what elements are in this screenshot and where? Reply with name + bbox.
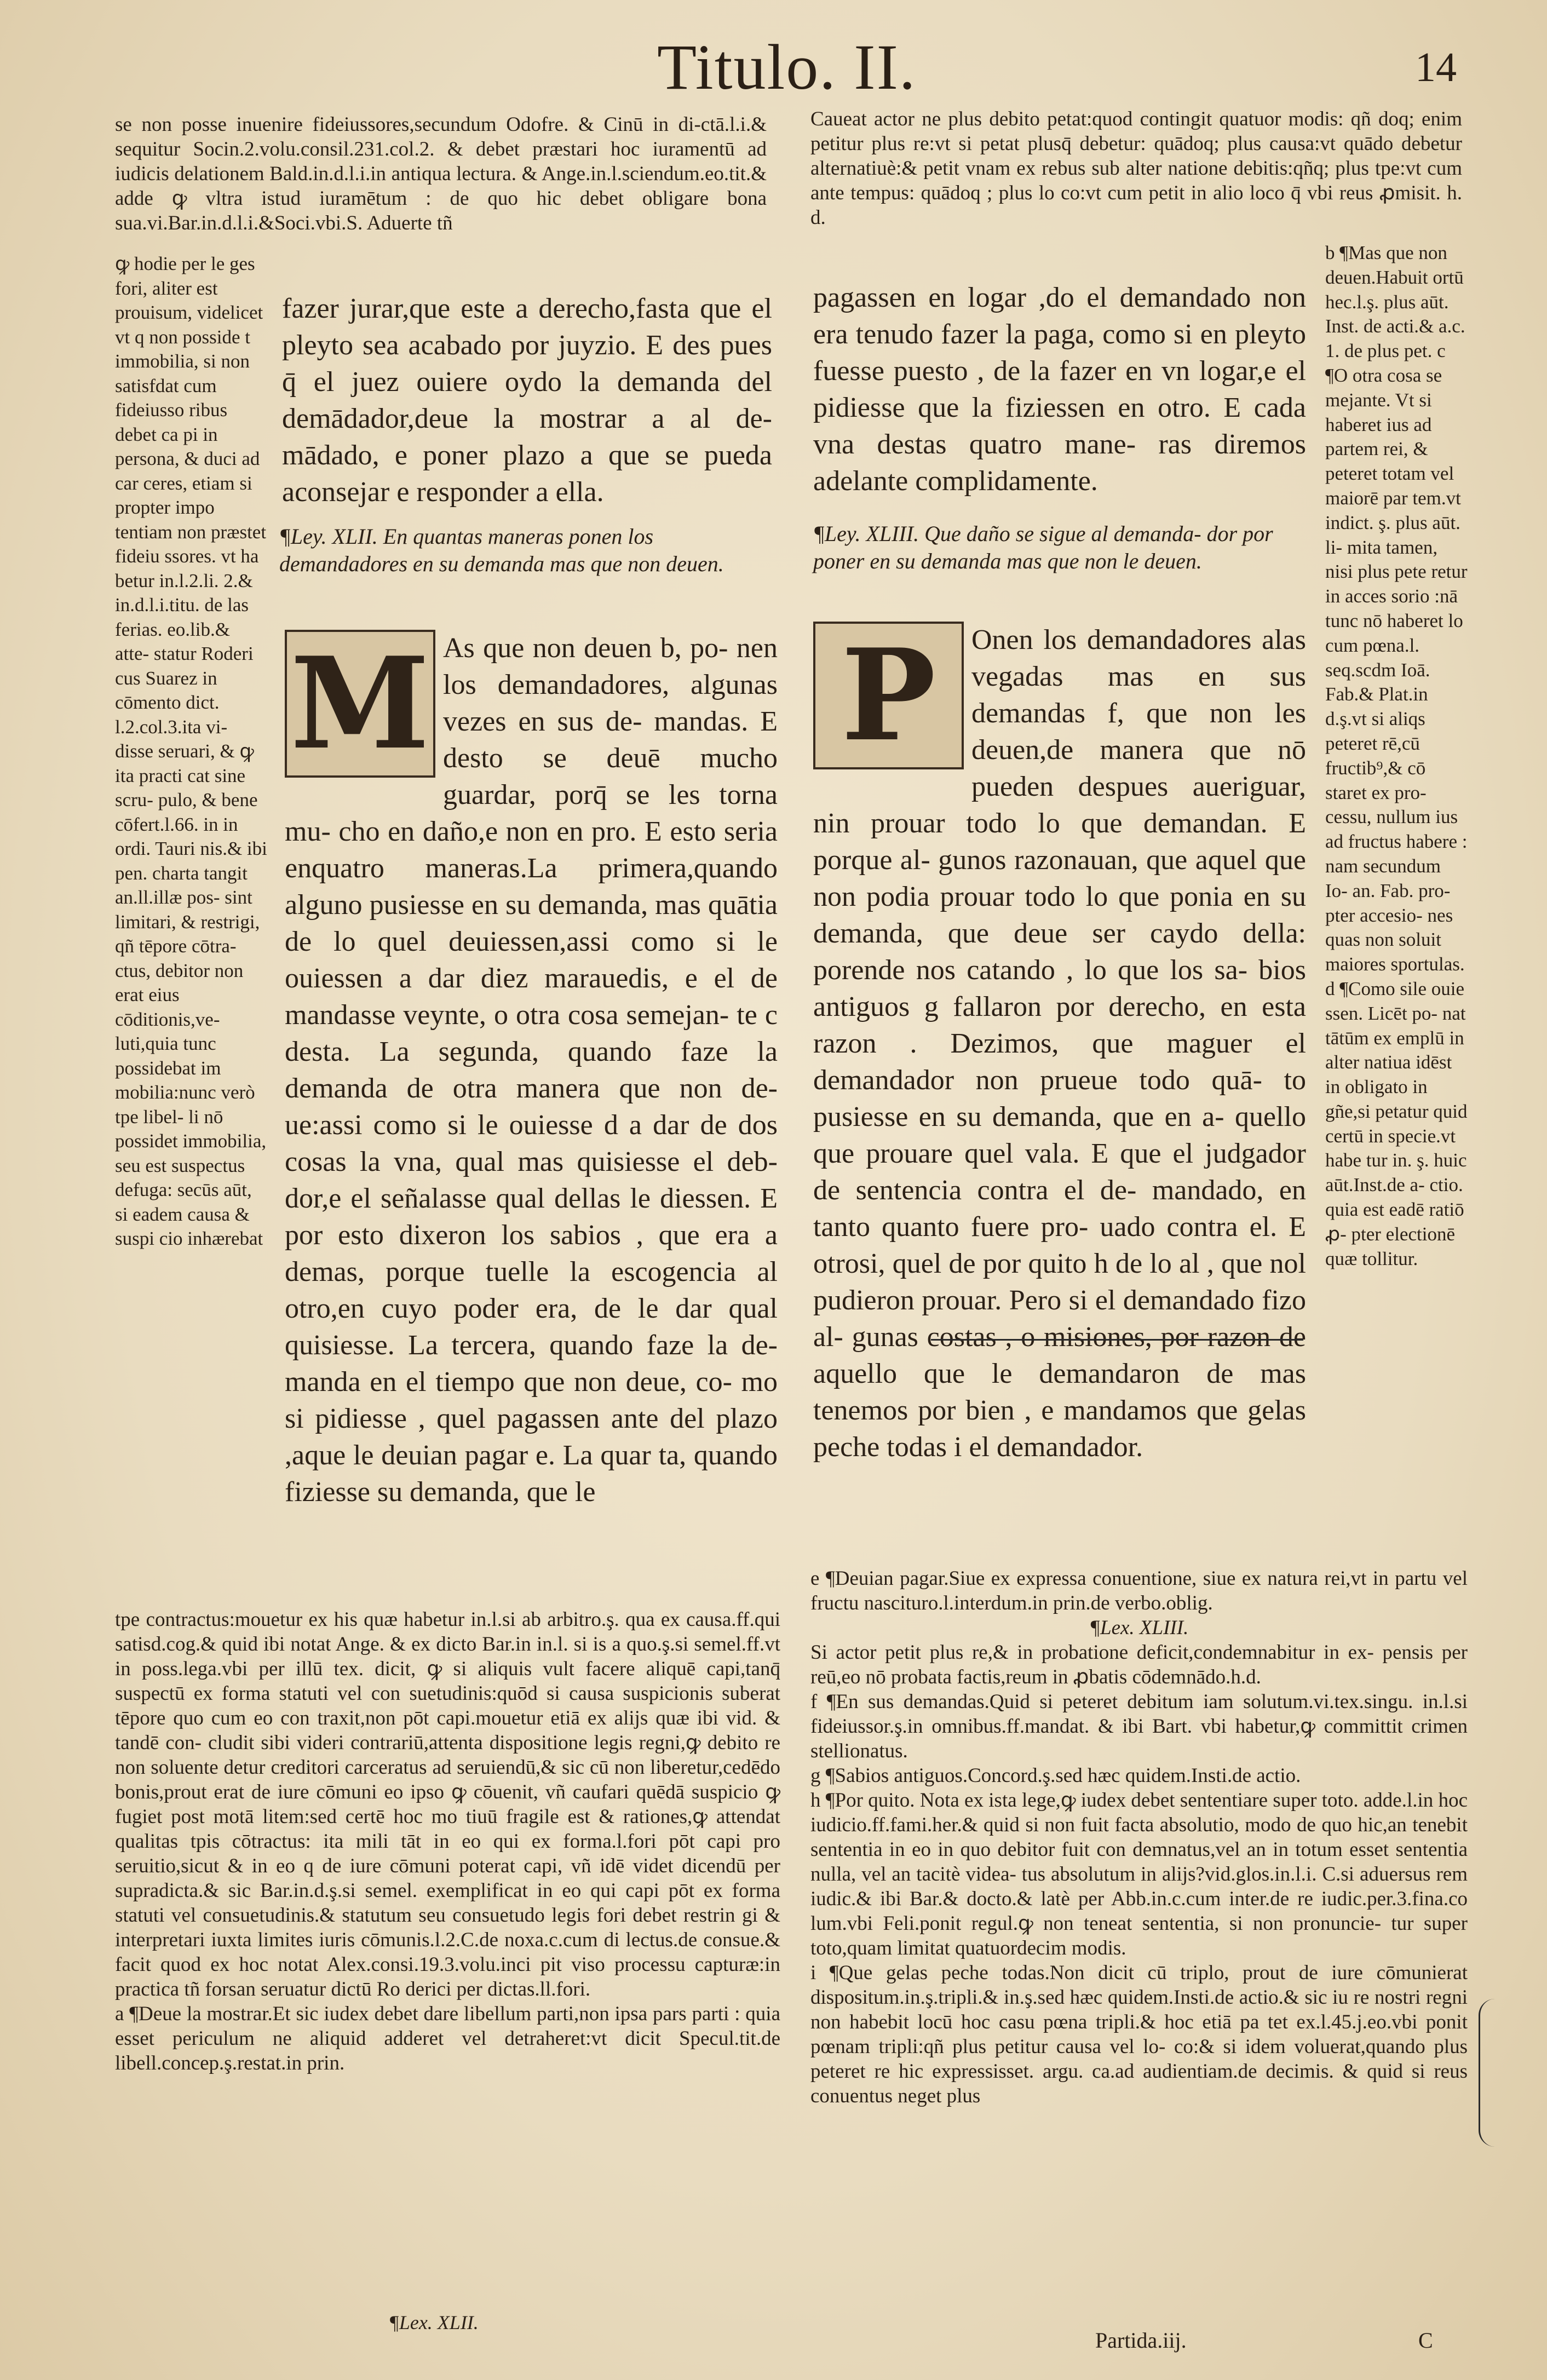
note-f: f ¶En sus demandas.Quid si peteret debitum iam solutum.vi.tex.singu. in.l.si fideiussor.ş.in omnibus.ff.mandat. & ibi Bart. vbi habetur,ꝙ committit crimen stellionatus. bbox=[810, 1691, 1468, 1762]
law-heading-42: ¶Ley. XLII. En quantas maneras ponen los demandadores en su demanda mas que non deuen. bbox=[279, 524, 724, 576]
gloss-left-margin: ꝙ hodie per le ges fori, aliter est prouisum, videlicet vt q non posside t immobilia, si non satisfdat cum fideiusso ribus debet ca pi in persona, & duci ad car ceres, etiam si propter impo tentiam non præstet fideiu ssores. vt ha betur in.l.2.li. 2.& in.d.l.i.titu. de las ferias. eo.lib.& atte- statur Roderi cus Suarez in cōmento dict. l.2.col.3.ita vi- disse seruari, & ꝙ ita practi cat sine scru- pulo, & bene cōfert.l.66. in in ordi. Tauri nis.& ibi pen. charta tangit an.ll.illæ pos- sint limitari, & restrigi, qñ tēpore cōtra- ctus, debitor non erat eius cōditionis,ve- luti,quia tunc possidebat im mobilia:nunc verò tpe libel- li nō possidet immobilia, seu est suspectus defuga: secūs aūt, si eadem causa & suspi cio inhærebat bbox=[115, 253, 267, 1249]
gloss-bottom-left bbox=[115, 1607, 780, 2076]
drop-cap-m: M bbox=[285, 630, 435, 778]
gloss-right-margin: b ¶Mas que non deuen.Habuit ortū hec.l.ş. plus aūt. Inst. de acti.& a.c. 1. de plus pet. c ¶O otra cosa se mejante. Vt si haberet ius ad partem rei, & peteret totam vel maiorē par tem.vt indict. ş. plus aūt. li- mita tamen, nisi plus pete retur in acces sorio :nā tunc nō haberet lo cum pœna.l. seq.scdm Ioā. Fab.& Plat.in d.ş.vt si aliqs peteret rē,cū fructib⁹,& cō staret ex pro- cessu, nullum ius ad fructus habere : nam secundum Io- an. Fab. pro- pter accesio- nes quas non soluit maiores sportulas. d ¶Como sile ouie ssen. Licēt po- nat tātūm ex emplū in alter natiua idēst in obligato in gñe,si petatur quid certū in specie.vt habe tur in. ş. huic aūt.Inst.de a- ctio. quia est eadē ratiō ꝓ- pter electionē quæ tollitur. bbox=[1325, 242, 1468, 1269]
gloss-bottom-left-text: tpe contractus:mouetur ex his quæ habetur in.l.si ab arbitro.ş. qua ex causa.ff.qui satisd.cog.& quid ibi notat Ange. & ex dicto Bar.in in.l. si is a quo.ş.si semel.ff.vt in poss.lega.vbi per illū tex. dicit, ꝙ si aliquis vult facere aliquē capi,tanq̄ suspectū ex forma statuti vel con suetudinis:quōd si causa suspicionis suberat tēpore quo cum eo con traxit,non pōt capi.mouetur etiā ex alijs quæ ibi vid. & tandē con- cludit sibi videri contrariū,attenta dispositione legis regni,ꝙ debito re non soluente detur creditori carceratus ad seruiendū,& sic cū non liberetur,cedēdo bonis,prout erat de iure cōmuni eo ipso ꝙ cōuenit, vñ caufari quēdā suspicio ꝙ fugiet post motā litem:sed certē hoc mo tiuū fragile est & rationes,ꝙ attendat qualitas tpis cōtractus: ita mili tāt in eo qui ex forma.l.fori pōt capi pro seruitio,sicut & in eo q de iure cōmuni poterat capi, vñ idē videt dicendū per supradicta.& sic Bar.in.d.ş.si semel. exemplificat in eo qui capi pōt ex forma statuti vel consuetudinis.& statutum seu consuetudo legis fori debet restrin gi & interpretari iuxta limites iuris cōmunis.l.2.C.de noxa.c.cum di lectus.de consue.& facit quod ex hoc notat Alex.consi.19.3.volu.inci pit viso processu capturæ:in practica tñ forsan seruatur dictū Ro derici per dictas.ll.fori. bbox=[115, 1608, 780, 2000]
law-43-body: Onen los demandadores alas vegadas mas en sus demandas f, que non les deuen,de manera que nō pueden despues aueriguar, nin prouar todo lo que demandan. E porque al- gunos razonauan, que aquel que non podia prouar todo lo que ponia en su demanda, que deue ser caydo della: porende nos catando , lo que los sa- bios antiguos g fallaron por derecho, en esta razon . Dezimos, que maguer el demandador non prueue todo quā- to pusiesse en su demanda, que en a- quello que prouare quel vala. E que el judgador de sentencia contra el de- mandado, en tanto quanto fuere pro- uado contra el. E otrosi, quel de por quito h de lo al , que nol pudieron prouar. Pero si el demandado fizo al- gunas costas , o misiones, por razon de aquello que le demandaron de mas tenemos por bien , e mandamos que gelas peche todas i el demandador. bbox=[813, 624, 1306, 1463]
drop-cap-p: P bbox=[813, 622, 964, 769]
note-a: a ¶Deue la mostrar.Et sic iudex debet dare libellum parti,non ipsa pars parti : quia esset periculum ne aliquid adderet vel detraheret:vt dicit Specul.tit.de libell.concep.ş.restat.in prin. bbox=[115, 2003, 780, 2074]
note-i: i ¶Que gelas peche todas.Non dicit cū triplo, prout de iure cōmunierat dispositum.in.ş.tripli.& in.ş.sed hæc quidem.Insti.de actio.& sic iu re nostri regni non habebit locū hoc casu pœna tripli.& hoc etiā pa tet ex.l.45.j.eo.vbi ponit pœnam tripli:qñ plus petitur causa vel lo- co:& si idem voluerat,quando plus peteret re hic expressisset. argu. ca.ad audientiam.de decimis. & quid si reus conuentus neget plus bbox=[810, 1962, 1468, 2107]
gloss-top-left: se non posse inuenire fideiussores,secundum Odofre. & Cinū in di-ctā.l.i.& sequitur Socin.2.volu.consil.231.col.2. & debet præstari hoc iuramentū ad iudicis delationem Bald.in.d.l.i.in antiqua lectura. & Ange.in.l.sciendum.eo.tit.& adde ꝙ vltra istud iuramētum : de quo hic debet obligare bona sua.vi.Bar.in.d.l.i.&Soci.vbi.S. Aduerte tñ bbox=[115, 113, 767, 234]
law-42-body: As que non deuen b, po- nen los demandadores, algunas vezes en sus de- mandas. E desto se deuē mucho guardar, porq̄ se les torna mu- cho en daño,e non en pro. E esto seria enquatro maneras.La primera,quando alguno pusiesse en su demanda, mas quātia de lo quel deuiessen,assi como si le ouiessen a dar diez marauedis, e el de mandasse veynte, o otra cosa semejan- te c desta. La segunda, quando faze la demanda de otra manera que non de- ue:assi como si le ouiesse d a dar de dos cosas la vna, qual mas quisiesse el deb- dor,e el señalasse qual dellas le diessen. E por esto dixeron los sabios , que era a demas, porque tuelle la escogencia al otro,en cuyo poder era, de le dar qual quisiesse. La tercera, quando faze la de- manda en el tiempo que non deue, co- mo si pidiesse , quel pagassen ante del plazo ,aque le deuian pagar e. La quar ta, quando fiziesse su demanda, que le bbox=[285, 633, 778, 1508]
note-g: g ¶Sabios antiguos.Concord.ş.sed hæc quidem.Insti.de actio. bbox=[810, 1764, 1301, 1787]
catchword: C bbox=[1418, 2328, 1433, 2353]
handwritten-bracket bbox=[1479, 1999, 1500, 2147]
label-lex-42: ¶Lex. XLII. bbox=[389, 2312, 479, 2333]
law-heading-43: ¶Ley. XLIII. Que daño se sigue al demanda- dor por poner en su demanda mas que non le deuen. bbox=[813, 521, 1273, 573]
summary-lex-43: Si actor petit plus re,& in probatione deficit,condemnabitur in ex- pensis per reū,eo nō probata factis,reum in ꝓbatis cōdemnādo.h.d. bbox=[810, 1641, 1468, 1688]
main-text-col1-top: fazer jurar,que este a derecho,fasta que el pleyto sea acabado por juyzio. E des pues q̄ el juez ouiere oydo la demanda del demādador,deue la mostrar a al de- mādado, e poner plazo a que se pueda aconsejar e responder a ella. bbox=[282, 293, 772, 508]
gloss-bottom-right bbox=[810, 1566, 1468, 2108]
gloss-top-right: Caueat actor ne plus debito petat:quod contingit quatuor modis: qñ doq; enim petitur plus re:vt si petat plusq̄ debetur: quādoq; plus causa:vt quādo debetur alternatiuè:& petit vnam ex rebus sub alter natione debitis:qñq; plus tpe:vt cum ante tempus: quādoq ; plus lo co:vt cum petit in alio loco q̄ vbi reus ꝓmisit. h. d. bbox=[810, 108, 1462, 229]
handwritten-underline bbox=[931, 1339, 1303, 1341]
note-h: h ¶Por quito. Nota ex ista lege,ꝙ iudex debet sententiare super toto. adde.l.in hoc iudicio.ff.fami.her.& quid si non fuit facta absolutio, modo de quo hic,an tenebit sententia in eo in quo debitor fuit con demnatus,vel an in totum esset sententia nulla, vel an tacitè videa- tus absolutum in alijs?vid.glos.in.l.i. C.si aduersus rem iudic.& ibi Bar.& docto.& latè per Abb.in.c.cum inter.de re iudic.per.3.fina.co lum.vbi Feli.ponit regul.ꝙ non teneat sententia, si non pronuncie- tur super toto,quam limitat quatuordecim modis. bbox=[810, 1789, 1468, 1959]
note-e: e ¶Deuian pagar.Siue ex expressa conuentione, siue ex natura rei,vt in partu vel fructu nascituro.l.interdum.in prin.de verbo.oblig. bbox=[810, 1567, 1468, 1614]
running-head: Titulo. II. bbox=[657, 31, 917, 103]
law-42-body-block bbox=[285, 630, 778, 1510]
main-text-col2-top: pagassen en logar ,do el demandado non era tenudo fazer la paga, como si en pleyto fuesse puesto , de la fazer en vn logar,e el pidiesse que la fiziessen en otro. E cada vna destas quatro mane- ras diremos adelante complidamente. bbox=[813, 282, 1306, 497]
label-lex-43: ¶Lex. XLIII. bbox=[1089, 1617, 1189, 1639]
signature-mark: Partida.iij. bbox=[1095, 2328, 1187, 2353]
folio-number: 14 bbox=[1415, 44, 1457, 90]
